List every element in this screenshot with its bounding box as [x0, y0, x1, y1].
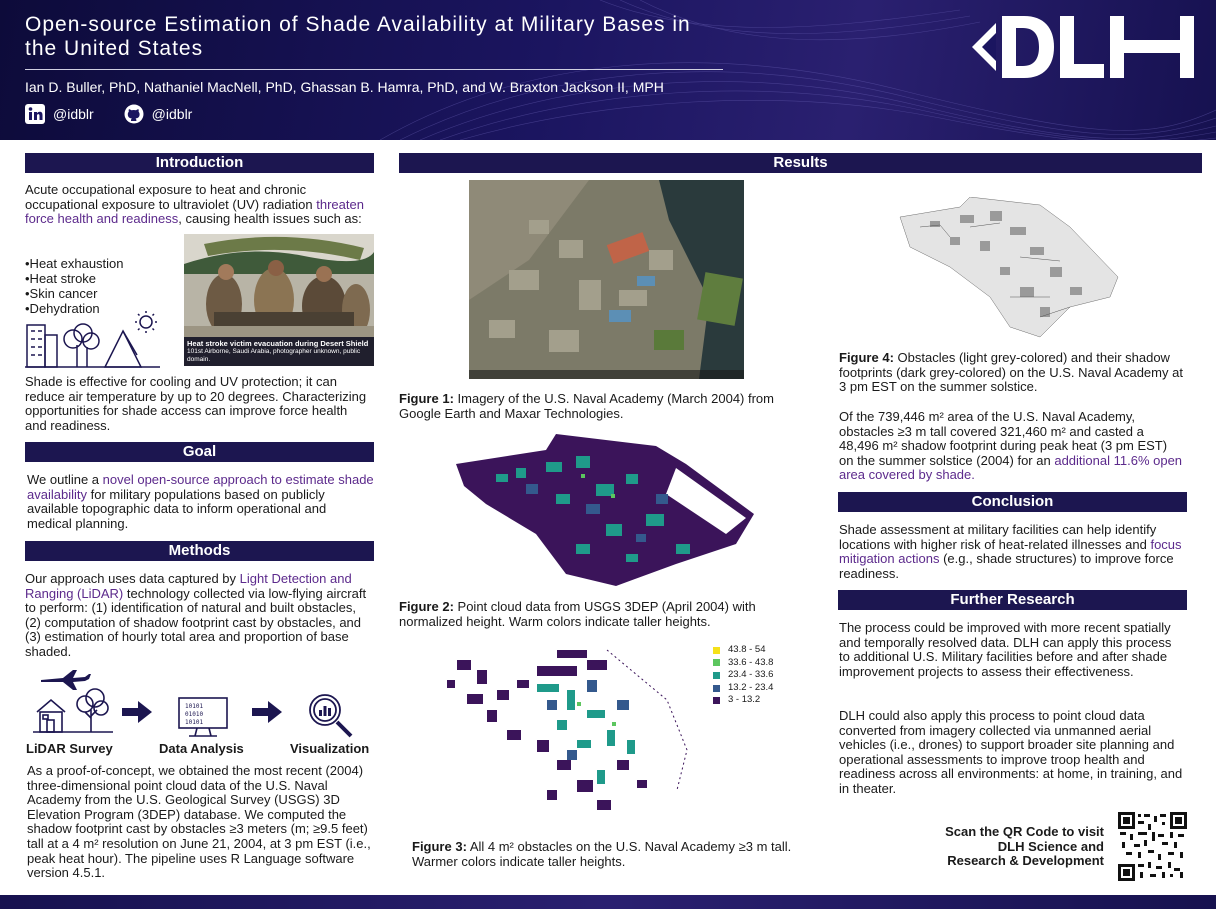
figure-3-obstacles-map [437, 640, 697, 830]
step-label-visualization: Visualization [290, 741, 370, 756]
figure-3-caption: Figure 3: All 4 m² obstacles on the U.S. Naval Academy ≥3 m tall. Warmer colors indicate taller heights. [412, 839, 792, 869]
photo-caption [184, 337, 374, 366]
legend-item: 33.6 - 43.8 [713, 657, 773, 670]
list-item: •Heat exhaustion [25, 256, 124, 271]
force-health-link: threaten force health and readiness [25, 196, 364, 227]
github-icon[interactable] [124, 104, 144, 124]
health-issues-list [25, 256, 124, 316]
further-research-heading: Further Research [838, 590, 1187, 610]
goal-paragraph: We outline a novel open-source approach to estimate shade availability for military populations based on publicly available topographic data to inform operational and medical planning. [27, 472, 374, 531]
arrow-right-icon [122, 701, 152, 723]
svg-text:10101: 10101 [185, 703, 204, 710]
results-heading: Results [399, 153, 1202, 173]
photo-caption-title: Heat stroke victim evacuation during Desert Shield [187, 339, 369, 348]
svg-text:10101: 10101 [185, 719, 204, 726]
further-research-paragraph-1: The process could be improved with more recent spatially and temporally resolved data. DLH can apply this process to additional U.S. Military facilities before and after shade improvement projects to assess their effectiveness. [839, 620, 1172, 679]
methods-paragraph-2: As a proof-of-concept, we obtained the most recent (2004) three-dimensional point cloud data of the U.S. Naval Academy from the U.S. Geological Survey (USGS) 3D Elevation Program (3DEP) database. We computed the shadow footprint cast by obstacles ≥3 meters (m; ≥9.5 feet) tall at a 4 m² resolution on June 21, 2004, at 3 pm EST (i.e., peak heat hour). The pipeline uses R Language software version 4.5.1. [27, 763, 371, 881]
author-list: Ian D. Buller, PhD, Nathaniel MacNell, PhD, Ghassan B. Hamra, PhD, and W. Braxton Jackson II, MPH [25, 79, 664, 95]
figure-1-caption: Figure 1: Imagery of the U.S. Naval Academy (March 2004) from Google Earth and Maxar Technologies. [399, 391, 774, 421]
visualization-magnifier-icon [307, 692, 355, 740]
legend-item: 3 - 13.2 [713, 694, 773, 707]
shade-coverage-highlight: additional 11.6% open area covered by shade. [839, 452, 1183, 483]
figure-1-aerial-imagery [469, 180, 744, 379]
figure-4-shadow-footprints [890, 197, 1122, 342]
methods-heading: Methods [25, 541, 374, 561]
qr-prompt: Scan the QR Code to visit DLH Science and Research & Development [945, 824, 1104, 869]
figure-4-caption: Figure 4: Obstacles (light grey-colored) and their shadow footprints (dark grey-colored) on the U.S. Naval Academy at 3 pm EST on the summer solstice. [839, 350, 1183, 395]
step-label-data-analysis: Data Analysis [159, 741, 244, 756]
heat-stroke-evacuation-photo [184, 234, 374, 366]
svg-text:01010: 01010 [185, 711, 204, 718]
methods-paragraph-1: Our approach uses data captured by Light Detection and Ranging (LiDAR) technology collected via low-flying aircraft to perform: (1) identification of natural and built obstacles, (2) computation of shadow footprint cast by obstacles, and (3) estimation of hourly total area and proportion of base shaded. [25, 571, 367, 659]
legend-item: 43.8 - 54 [713, 644, 773, 657]
figure-2-point-cloud [456, 434, 754, 586]
height-legend [713, 644, 773, 707]
poster-footer [0, 895, 1216, 909]
goal-heading: Goal [25, 442, 374, 462]
qr-code[interactable] [1118, 812, 1187, 881]
conclusion-heading: Conclusion [838, 492, 1187, 512]
introduction-heading: Introduction [25, 153, 374, 173]
list-item: •Heat stroke [25, 271, 97, 286]
linkedin-handle[interactable]: @idblr [53, 106, 94, 122]
legend-item: 23.4 - 33.6 [713, 669, 773, 682]
conclusion-paragraph: Shade assessment at military facilities can help identify locations with higher risk of heat-related illnesses and focus mitigation actions (e.g., shade structures) to improve force readiness. [839, 522, 1182, 581]
social-links [25, 104, 192, 124]
mitigation-actions-link: focus mitigation actions [839, 536, 1182, 567]
lidar-survey-icon [33, 668, 113, 736]
lidar-link: Light Detection and Ranging (LiDAR) [25, 571, 352, 601]
poster-header [0, 0, 1216, 140]
legend-item: 13.2 - 23.4 [713, 682, 773, 695]
figure-2-caption: Figure 2: Point cloud data from USGS 3DEP (April 2004) with normalized height. Warm colors indicate taller heights. [399, 599, 756, 629]
title-divider [25, 69, 723, 70]
poster-title: Open-source Estimation of Shade Availability at Military Bases in the United States [25, 13, 691, 60]
results-summary-paragraph: Of the 739,446 m² area of the U.S. Naval Academy, obstacles ≥3 m tall covered 321,460 m² and casted a 48,496 m² shadow footprint during peak heat (3 pm EST) on the summer solstice (2004) for an additional 11.6% open area covered by shade. [839, 409, 1183, 483]
dlh-logo [972, 14, 1196, 80]
shade-structures-icon [25, 311, 160, 369]
further-research-paragraph-2: DLH could also apply this process to point cloud data converted from imagery collected via unmanned aerial vehicles (i.e., drones) to support broader site planning and operational assessments to improve troop health and readiness across all environments: at home, in training, and in theater. [839, 708, 1183, 796]
list-item: •Dehydration [25, 301, 100, 316]
logo-text: DLH [972, 14, 975, 15]
open-source-approach-link: novel open-source approach to estimate shade availability [27, 472, 374, 502]
introduction-paragraph-1: Acute occupational exposure to heat and chronic occupational exposure to ultraviolet (UV) radiation threaten force health and readiness, causing health issues such as: [25, 182, 364, 227]
data-analysis-icon [177, 696, 229, 738]
introduction-paragraph-2: Shade is effective for cooling and UV protection; it can reduce air temperature by up to 20 degrees. Characterizing opportunities for shade access can improve force health and readiness. [25, 374, 367, 433]
step-label-lidar-survey: LiDAR Survey [26, 741, 113, 756]
list-item: •Skin cancer [25, 286, 98, 301]
arrow-right-icon [252, 701, 282, 723]
photo-caption-credit: 101st Airborne, Saudi Arabia, photographer unknown, public domain. [187, 348, 361, 363]
linkedin-icon[interactable] [25, 104, 45, 124]
github-handle[interactable]: @idblr [151, 106, 193, 122]
